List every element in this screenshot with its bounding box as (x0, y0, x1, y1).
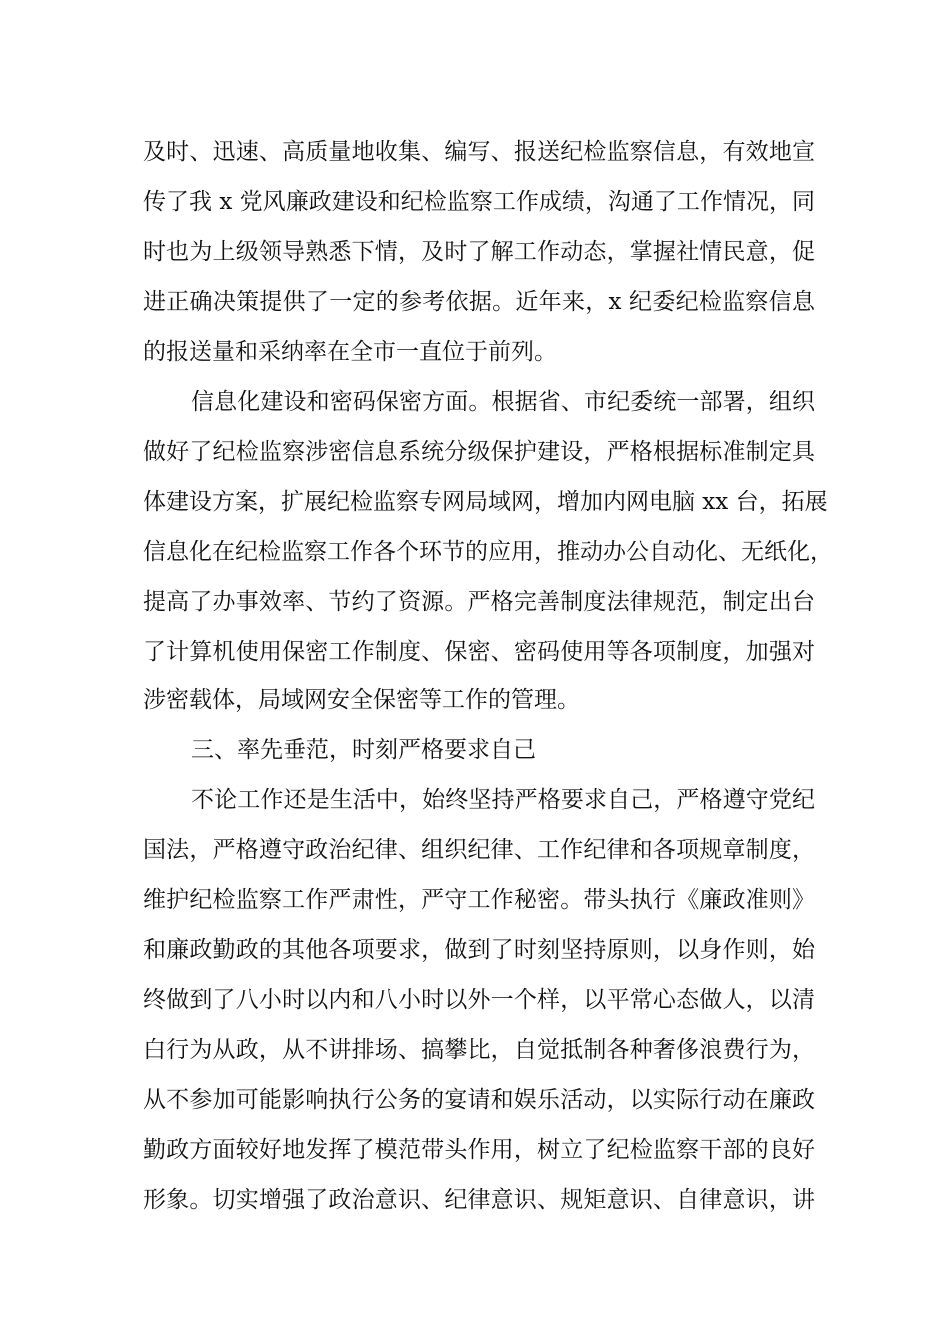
paragraph-line: 勤政方面较好地发挥了模范带头作用，树立了纪检监察干部的良好 (143, 1137, 815, 1163)
paragraph-line: 进正确决策提供了一定的参考依据。近年来，x 纪委纪检监察信息 (143, 289, 815, 315)
paragraph-line: 形象。切实增强了政治意识、纪律意识、规矩意识、自律意识，讲 (143, 1187, 815, 1213)
paragraph-line: 做好了纪检监察涉密信息系统分级保护建设，严格根据标准制定具 (143, 439, 815, 465)
paragraph-line: 不论工作还是生活中，始终坚持严格要求自己，严格遵守党纪 (191, 787, 815, 813)
paragraph-line: 终做到了八小时以内和八小时以外一个样，以平常心态做人，以清 (143, 987, 815, 1013)
paragraph-line: 提高了办事效率、节约了资源。严格完善制度法律规范，制定出台 (143, 589, 815, 615)
paragraph-line: 的报送量和采纳率在全市一直位于前列。 (143, 339, 557, 365)
paragraph-line: 涉密载体，局域网安全保密等工作的管理。 (143, 687, 580, 713)
paragraph-line: 白行为从政，从不讲排场、搞攀比，自觉抵制各种奢侈浪费行为， (143, 1037, 815, 1063)
paragraph-line: 信息化建设和密码保密方面。根据省、市纪委统一部署，组织 (191, 389, 815, 415)
paragraph-line: 了计算机使用保密工作制度、保密、密码使用等各项制度，加强对 (143, 639, 815, 665)
paragraph-line: 体建设方案，扩展纪检监察专网局域网，增加内网电脑 xx 台，拓展 (143, 489, 828, 515)
paragraph-line: 和廉政勤政的其他各项要求，做到了时刻坚持原则，以身作则，始 (143, 937, 815, 963)
paragraph-line: 时也为上级领导熟悉下情，及时了解工作动态，掌握社情民意，促 (143, 239, 815, 265)
paragraph-line: 国法，严格遵守政治纪律、组织纪律、工作纪律和各项规章制度， (143, 837, 815, 863)
paragraph-line: 信息化在纪检监察工作各个环节的应用，推动办公自动化、无纸化， (143, 539, 833, 565)
paragraph-line: 维护纪检监察工作严肃性，严守工作秘密。带头执行《廉政准则》 (143, 887, 815, 913)
paragraph-line: 从不参加可能影响执行公务的宴请和娱乐活动，以实际行动在廉政 (143, 1087, 815, 1113)
paragraph-line: 传了我 x 党风廉政建设和纪检监察工作成绩，沟通了工作情况，同 (143, 189, 815, 215)
paragraph-line: 及时、迅速、高质量地收集、编写、报送纪检监察信息，有效地宣 (143, 139, 815, 165)
section-heading: 三、率先垂范，时刻严格要求自己 (191, 737, 536, 763)
